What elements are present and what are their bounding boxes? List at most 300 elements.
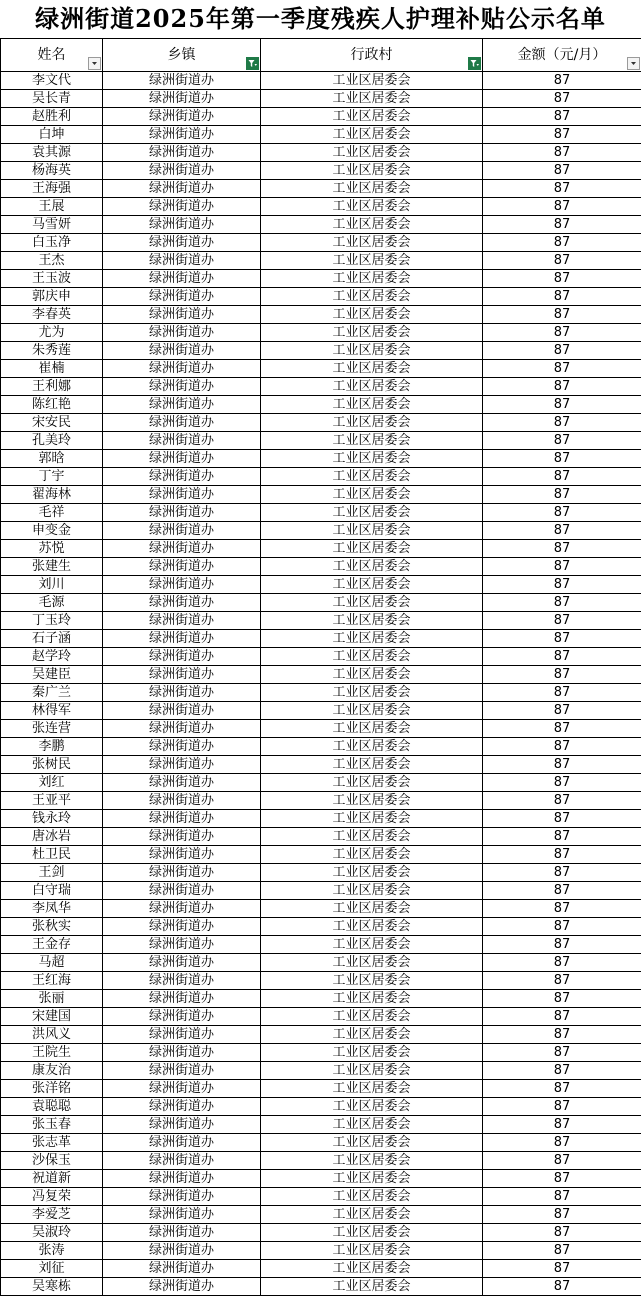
table-row — [1, 342, 641, 360]
amount-cell[interactable]: 87 — [483, 756, 641, 774]
table-row — [1, 666, 641, 684]
town-cell[interactable]: 绿洲街道办 — [103, 1224, 261, 1242]
name-cell[interactable]: 李鹏 — [1, 738, 103, 756]
name-cell[interactable]: 赵胜利 — [1, 108, 103, 126]
village-cell[interactable]: 工业区居委会 — [261, 684, 483, 702]
town-cell[interactable]: 绿洲街道办 — [103, 1134, 261, 1152]
village-cell[interactable]: 工业区居委会 — [261, 1044, 483, 1062]
name-cell[interactable]: 钱永玲 — [1, 810, 103, 828]
name-cell[interactable]: 刘征 — [1, 1260, 103, 1278]
town-cell[interactable]: 绿洲街道办 — [103, 414, 261, 432]
amount-cell[interactable]: 87 — [483, 990, 641, 1008]
village-cell[interactable]: 工业区居委会 — [261, 558, 483, 576]
village-cell[interactable]: 工业区居委会 — [261, 90, 483, 108]
town-cell[interactable]: 绿洲街道办 — [103, 1206, 261, 1224]
name-cell[interactable]: 张洋铭 — [1, 1080, 103, 1098]
name-cell[interactable]: 白守瑞 — [1, 882, 103, 900]
amount-cell[interactable]: 87 — [483, 1026, 641, 1044]
village-cell[interactable]: 工业区居委会 — [261, 396, 483, 414]
name-cell[interactable]: 毛源 — [1, 594, 103, 612]
name-cell[interactable]: 王剑 — [1, 864, 103, 882]
village-cell[interactable]: 工业区居委会 — [261, 612, 483, 630]
amount-cell[interactable]: 87 — [483, 738, 641, 756]
amount-cell[interactable]: 87 — [483, 918, 641, 936]
town-cell[interactable]: 绿洲街道办 — [103, 468, 261, 486]
amount-cell[interactable]: 87 — [483, 666, 641, 684]
town-cell[interactable]: 绿洲街道办 — [103, 216, 261, 234]
amount-cell[interactable]: 87 — [483, 882, 641, 900]
amount-cell[interactable]: 87 — [483, 810, 641, 828]
village-cell[interactable]: 工业区居委会 — [261, 522, 483, 540]
amount-cell[interactable]: 87 — [483, 1098, 641, 1116]
village-cell[interactable]: 工业区居委会 — [261, 792, 483, 810]
name-cell[interactable]: 王红海 — [1, 972, 103, 990]
amount-cell[interactable]: 87 — [483, 792, 641, 810]
name-cell[interactable]: 袁聪聪 — [1, 1098, 103, 1116]
town-cell[interactable]: 绿洲街道办 — [103, 648, 261, 666]
name-cell[interactable]: 王海强 — [1, 180, 103, 198]
village-cell[interactable]: 工业区居委会 — [261, 576, 483, 594]
table-row — [1, 900, 641, 918]
name-cell[interactable]: 张志革 — [1, 1134, 103, 1152]
table-body — [1, 72, 641, 1296]
amount-cell[interactable]: 87 — [483, 90, 641, 108]
village-cell[interactable]: 工业区居委会 — [261, 306, 483, 324]
village-cell[interactable]: 工业区居委会 — [261, 630, 483, 648]
amount-cell[interactable]: 87 — [483, 1224, 641, 1242]
town-cell[interactable]: 绿洲街道办 — [103, 630, 261, 648]
town-cell[interactable]: 绿洲街道办 — [103, 792, 261, 810]
town-cell[interactable]: 绿洲街道办 — [103, 180, 261, 198]
name-cell[interactable]: 石子涵 — [1, 630, 103, 648]
name-cell[interactable]: 宋建国 — [1, 1008, 103, 1026]
amount-cell[interactable]: 87 — [483, 1152, 641, 1170]
name-cell[interactable]: 刘川 — [1, 576, 103, 594]
town-cell[interactable]: 绿洲街道办 — [103, 1170, 261, 1188]
village-cell[interactable]: 工业区居委会 — [261, 810, 483, 828]
name-cell[interactable]: 沙保玉 — [1, 1152, 103, 1170]
filter-dropdown-button[interactable] — [627, 57, 640, 70]
name-cell[interactable]: 张丽 — [1, 990, 103, 1008]
village-cell[interactable]: 工业区居委会 — [261, 486, 483, 504]
town-cell[interactable]: 绿洲街道办 — [103, 810, 261, 828]
name-cell[interactable]: 吴淑玲 — [1, 1224, 103, 1242]
name-cell[interactable]: 吴长青 — [1, 90, 103, 108]
name-cell[interactable]: 白玉净 — [1, 234, 103, 252]
village-cell[interactable]: 工业区居委会 — [261, 864, 483, 882]
amount-cell[interactable]: 87 — [483, 576, 641, 594]
village-cell[interactable]: 工业区居委会 — [261, 648, 483, 666]
header-row — [1, 39, 641, 72]
village-cell[interactable]: 工业区居委会 — [261, 1278, 483, 1296]
amount-cell[interactable]: 87 — [483, 864, 641, 882]
name-cell[interactable]: 张玉春 — [1, 1116, 103, 1134]
table-row — [1, 1080, 641, 1098]
name-cell[interactable]: 张涛 — [1, 1242, 103, 1260]
name-cell[interactable]: 孔美玲 — [1, 432, 103, 450]
name-cell[interactable]: 马雪妍 — [1, 216, 103, 234]
town-cell[interactable]: 绿洲街道办 — [103, 72, 261, 90]
town-cell[interactable]: 绿洲街道办 — [103, 612, 261, 630]
town-cell[interactable]: 绿洲街道办 — [103, 828, 261, 846]
amount-cell[interactable]: 87 — [483, 936, 641, 954]
table-row — [1, 576, 641, 594]
town-cell[interactable]: 绿洲街道办 — [103, 432, 261, 450]
amount-cell[interactable]: 87 — [483, 504, 641, 522]
amount-cell[interactable]: 87 — [483, 774, 641, 792]
amount-cell[interactable]: 87 — [483, 108, 641, 126]
amount-cell[interactable]: 87 — [483, 288, 641, 306]
column-header-label: 金额（元/月） — [517, 47, 607, 63]
table-row — [1, 540, 641, 558]
village-cell[interactable]: 工业区居委会 — [261, 288, 483, 306]
name-cell[interactable]: 李春英 — [1, 306, 103, 324]
town-cell[interactable]: 绿洲街道办 — [103, 936, 261, 954]
town-cell[interactable]: 绿洲街道办 — [103, 576, 261, 594]
village-cell[interactable]: 工业区居委会 — [261, 432, 483, 450]
village-cell[interactable]: 工业区居委会 — [261, 252, 483, 270]
name-cell[interactable]: 李凤华 — [1, 900, 103, 918]
name-cell[interactable]: 王玉波 — [1, 270, 103, 288]
village-cell[interactable]: 工业区居委会 — [261, 666, 483, 684]
amount-cell[interactable]: 87 — [483, 198, 641, 216]
name-cell[interactable]: 王金存 — [1, 936, 103, 954]
amount-cell[interactable]: 87 — [483, 972, 641, 990]
amount-cell[interactable]: 87 — [483, 378, 641, 396]
town-cell[interactable]: 绿洲街道办 — [103, 1188, 261, 1206]
town-cell[interactable]: 绿洲街道办 — [103, 972, 261, 990]
name-cell[interactable]: 尤为 — [1, 324, 103, 342]
amount-cell[interactable]: 87 — [483, 522, 641, 540]
amount-cell[interactable]: 87 — [483, 846, 641, 864]
filter-active-button[interactable] — [246, 57, 259, 70]
village-cell[interactable]: 工业区居委会 — [261, 1062, 483, 1080]
name-cell[interactable]: 祝道新 — [1, 1170, 103, 1188]
amount-cell[interactable]: 87 — [483, 450, 641, 468]
amount-cell[interactable]: 87 — [483, 630, 641, 648]
name-cell[interactable]: 袁其源 — [1, 144, 103, 162]
village-cell[interactable]: 工业区居委会 — [261, 108, 483, 126]
amount-cell[interactable]: 87 — [483, 216, 641, 234]
table-row — [1, 702, 641, 720]
amount-cell[interactable]: 87 — [483, 1116, 641, 1134]
village-cell[interactable]: 工业区居委会 — [261, 1026, 483, 1044]
name-cell[interactable]: 白坤 — [1, 126, 103, 144]
table-row — [1, 1116, 641, 1134]
town-cell[interactable]: 绿洲街道办 — [103, 1098, 261, 1116]
town-cell[interactable]: 绿洲街道办 — [103, 1026, 261, 1044]
village-cell[interactable]: 工业区居委会 — [261, 126, 483, 144]
table-row — [1, 846, 641, 864]
name-cell[interactable]: 崔楠 — [1, 360, 103, 378]
amount-cell[interactable]: 87 — [483, 720, 641, 738]
amount-cell[interactable]: 87 — [483, 594, 641, 612]
town-cell[interactable]: 绿洲街道办 — [103, 234, 261, 252]
name-cell[interactable]: 张秋实 — [1, 918, 103, 936]
name-cell[interactable]: 朱秀莲 — [1, 342, 103, 360]
amount-cell[interactable]: 87 — [483, 144, 641, 162]
village-cell[interactable]: 工业区居委会 — [261, 756, 483, 774]
name-cell[interactable]: 申变金 — [1, 522, 103, 540]
town-cell[interactable]: 绿洲街道办 — [103, 126, 261, 144]
table-row — [1, 594, 641, 612]
village-cell[interactable]: 工业区居委会 — [261, 594, 483, 612]
name-cell[interactable]: 王杰 — [1, 252, 103, 270]
name-cell[interactable]: 郭庆申 — [1, 288, 103, 306]
amount-cell[interactable]: 87 — [483, 900, 641, 918]
town-cell[interactable]: 绿洲街道办 — [103, 1062, 261, 1080]
name-cell[interactable]: 宋安民 — [1, 414, 103, 432]
town-cell[interactable]: 绿洲街道办 — [103, 324, 261, 342]
village-cell[interactable]: 工业区居委会 — [261, 1008, 483, 1026]
village-cell[interactable]: 工业区居委会 — [261, 1116, 483, 1134]
amount-cell[interactable]: 87 — [483, 1260, 641, 1278]
village-cell[interactable]: 工业区居委会 — [261, 450, 483, 468]
name-cell[interactable]: 张树民 — [1, 756, 103, 774]
town-cell[interactable]: 绿洲街道办 — [103, 756, 261, 774]
village-cell[interactable]: 工业区居委会 — [261, 504, 483, 522]
village-cell[interactable]: 工业区居委会 — [261, 144, 483, 162]
village-cell[interactable]: 工业区居委会 — [261, 846, 483, 864]
town-cell[interactable]: 绿洲街道办 — [103, 108, 261, 126]
town-cell[interactable]: 绿洲街道办 — [103, 1260, 261, 1278]
town-cell[interactable]: 绿洲街道办 — [103, 144, 261, 162]
village-cell[interactable]: 工业区居委会 — [261, 162, 483, 180]
amount-cell[interactable]: 87 — [483, 684, 641, 702]
town-cell[interactable]: 绿洲街道办 — [103, 162, 261, 180]
filter-active-button[interactable] — [468, 57, 481, 70]
amount-cell[interactable]: 87 — [483, 468, 641, 486]
amount-cell[interactable]: 87 — [483, 396, 641, 414]
amount-cell[interactable]: 87 — [483, 1062, 641, 1080]
town-cell[interactable]: 绿洲街道办 — [103, 288, 261, 306]
name-cell[interactable]: 马超 — [1, 954, 103, 972]
village-cell[interactable]: 工业区居委会 — [261, 1224, 483, 1242]
amount-cell[interactable]: 87 — [483, 1134, 641, 1152]
amount-cell[interactable]: 87 — [483, 270, 641, 288]
name-cell[interactable]: 张建生 — [1, 558, 103, 576]
town-cell[interactable]: 绿洲街道办 — [103, 450, 261, 468]
village-cell[interactable]: 工业区居委会 — [261, 972, 483, 990]
village-cell[interactable]: 工业区居委会 — [261, 540, 483, 558]
name-cell[interactable]: 林得军 — [1, 702, 103, 720]
amount-cell[interactable]: 87 — [483, 72, 641, 90]
town-cell[interactable]: 绿洲街道办 — [103, 1008, 261, 1026]
town-cell[interactable]: 绿洲街道办 — [103, 1044, 261, 1062]
amount-cell[interactable]: 87 — [483, 234, 641, 252]
amount-cell[interactable]: 87 — [483, 414, 641, 432]
table-row — [1, 720, 641, 738]
name-cell[interactable]: 李文代 — [1, 72, 103, 90]
village-cell[interactable]: 工业区居委会 — [261, 198, 483, 216]
village-cell[interactable]: 工业区居委会 — [261, 1152, 483, 1170]
town-cell[interactable]: 绿洲街道办 — [103, 684, 261, 702]
amount-cell[interactable]: 87 — [483, 558, 641, 576]
town-cell[interactable]: 绿洲街道办 — [103, 378, 261, 396]
town-cell[interactable]: 绿洲街道办 — [103, 702, 261, 720]
name-cell[interactable]: 苏悦 — [1, 540, 103, 558]
amount-cell[interactable]: 87 — [483, 1044, 641, 1062]
village-cell[interactable]: 工业区居委会 — [261, 1170, 483, 1188]
town-cell[interactable]: 绿洲街道办 — [103, 774, 261, 792]
amount-cell[interactable]: 87 — [483, 1170, 641, 1188]
name-cell[interactable]: 吴建臣 — [1, 666, 103, 684]
table-row — [1, 756, 641, 774]
amount-cell[interactable]: 87 — [483, 612, 641, 630]
amount-cell[interactable]: 87 — [483, 828, 641, 846]
town-cell[interactable]: 绿洲街道办 — [103, 90, 261, 108]
amount-cell[interactable]: 87 — [483, 1242, 641, 1260]
town-cell[interactable]: 绿洲街道办 — [103, 1242, 261, 1260]
name-cell[interactable]: 张连营 — [1, 720, 103, 738]
town-cell[interactable]: 绿洲街道办 — [103, 594, 261, 612]
town-cell[interactable]: 绿洲街道办 — [103, 846, 261, 864]
amount-cell[interactable]: 87 — [483, 954, 641, 972]
village-cell[interactable]: 工业区居委会 — [261, 702, 483, 720]
town-cell[interactable]: 绿洲街道办 — [103, 720, 261, 738]
village-cell[interactable]: 工业区居委会 — [261, 216, 483, 234]
name-cell[interactable]: 刘红 — [1, 774, 103, 792]
table-row — [1, 252, 641, 270]
village-cell[interactable]: 工业区居委会 — [261, 900, 483, 918]
amount-cell[interactable]: 87 — [483, 162, 641, 180]
table-row — [1, 288, 641, 306]
amount-cell[interactable]: 87 — [483, 486, 641, 504]
village-cell[interactable]: 工业区居委会 — [261, 234, 483, 252]
village-cell[interactable]: 工业区居委会 — [261, 1242, 483, 1260]
amount-cell[interactable]: 87 — [483, 702, 641, 720]
village-cell[interactable]: 工业区居委会 — [261, 828, 483, 846]
amount-cell[interactable]: 87 — [483, 432, 641, 450]
table-row — [1, 630, 641, 648]
name-cell[interactable]: 陈红艳 — [1, 396, 103, 414]
amount-cell[interactable]: 87 — [483, 126, 641, 144]
village-cell[interactable]: 工业区居委会 — [261, 180, 483, 198]
town-cell[interactable]: 绿洲街道办 — [103, 558, 261, 576]
column-header-name — [1, 39, 103, 72]
village-cell[interactable]: 工业区居委会 — [261, 360, 483, 378]
name-cell[interactable]: 洪风义 — [1, 1026, 103, 1044]
name-cell[interactable]: 吴寒栋 — [1, 1278, 103, 1296]
town-cell[interactable]: 绿洲街道办 — [103, 540, 261, 558]
town-cell[interactable]: 绿洲街道办 — [103, 486, 261, 504]
village-cell[interactable]: 工业区居委会 — [261, 738, 483, 756]
amount-cell[interactable]: 87 — [483, 180, 641, 198]
name-cell[interactable]: 冯复荣 — [1, 1188, 103, 1206]
town-cell[interactable]: 绿洲街道办 — [103, 1080, 261, 1098]
village-cell[interactable]: 工业区居委会 — [261, 1260, 483, 1278]
village-cell[interactable]: 工业区居委会 — [261, 1206, 483, 1224]
name-cell[interactable]: 王亚平 — [1, 792, 103, 810]
village-cell[interactable]: 工业区居委会 — [261, 990, 483, 1008]
table-row — [1, 72, 641, 90]
amount-cell[interactable]: 87 — [483, 1278, 641, 1296]
table-row — [1, 486, 641, 504]
amount-cell[interactable]: 87 — [483, 324, 641, 342]
name-cell[interactable]: 李爱芝 — [1, 1206, 103, 1224]
town-cell[interactable]: 绿洲街道办 — [103, 252, 261, 270]
amount-cell[interactable]: 87 — [483, 1188, 641, 1206]
name-cell[interactable]: 毛祥 — [1, 504, 103, 522]
village-cell[interactable]: 工业区居委会 — [261, 342, 483, 360]
town-cell[interactable]: 绿洲街道办 — [103, 990, 261, 1008]
amount-cell[interactable]: 87 — [483, 360, 641, 378]
village-cell[interactable]: 工业区居委会 — [261, 882, 483, 900]
amount-cell[interactable]: 87 — [483, 648, 641, 666]
amount-cell[interactable]: 87 — [483, 1206, 641, 1224]
town-cell[interactable]: 绿洲街道办 — [103, 864, 261, 882]
town-cell[interactable]: 绿洲街道办 — [103, 954, 261, 972]
village-cell[interactable]: 工业区居委会 — [261, 1188, 483, 1206]
village-cell[interactable]: 工业区居委会 — [261, 324, 483, 342]
town-cell[interactable]: 绿洲街道办 — [103, 900, 261, 918]
village-cell[interactable]: 工业区居委会 — [261, 936, 483, 954]
town-cell[interactable]: 绿洲街道办 — [103, 918, 261, 936]
village-cell[interactable]: 工业区居委会 — [261, 720, 483, 738]
town-cell[interactable]: 绿洲街道办 — [103, 198, 261, 216]
village-cell[interactable]: 工业区居委会 — [261, 270, 483, 288]
town-cell[interactable]: 绿洲街道办 — [103, 342, 261, 360]
village-cell[interactable]: 工业区居委会 — [261, 414, 483, 432]
village-cell[interactable]: 工业区居委会 — [261, 1080, 483, 1098]
village-cell[interactable]: 工业区居委会 — [261, 72, 483, 90]
town-cell[interactable]: 绿洲街道办 — [103, 1116, 261, 1134]
name-cell[interactable]: 王院生 — [1, 1044, 103, 1062]
name-cell[interactable]: 杨海英 — [1, 162, 103, 180]
name-cell[interactable]: 丁玉玲 — [1, 612, 103, 630]
town-cell[interactable]: 绿洲街道办 — [103, 360, 261, 378]
town-cell[interactable]: 绿洲街道办 — [103, 666, 261, 684]
village-cell[interactable]: 工业区居委会 — [261, 468, 483, 486]
table-row — [1, 1188, 641, 1206]
amount-cell[interactable]: 87 — [483, 306, 641, 324]
town-cell[interactable]: 绿洲街道办 — [103, 306, 261, 324]
town-cell[interactable]: 绿洲街道办 — [103, 270, 261, 288]
name-cell[interactable]: 郭晗 — [1, 450, 103, 468]
name-cell[interactable]: 康友治 — [1, 1062, 103, 1080]
town-cell[interactable]: 绿洲街道办 — [103, 1278, 261, 1296]
town-cell[interactable]: 绿洲街道办 — [103, 738, 261, 756]
name-cell[interactable]: 翟海林 — [1, 486, 103, 504]
village-cell[interactable]: 工业区居委会 — [261, 954, 483, 972]
amount-cell[interactable]: 87 — [483, 540, 641, 558]
table-row — [1, 396, 641, 414]
village-cell[interactable]: 工业区居委会 — [261, 1098, 483, 1116]
town-cell[interactable]: 绿洲街道办 — [103, 882, 261, 900]
amount-cell[interactable]: 87 — [483, 252, 641, 270]
village-cell[interactable]: 工业区居委会 — [261, 774, 483, 792]
amount-cell[interactable]: 87 — [483, 1008, 641, 1026]
name-cell[interactable]: 王利娜 — [1, 378, 103, 396]
town-cell[interactable]: 绿洲街道办 — [103, 1152, 261, 1170]
amount-cell[interactable]: 87 — [483, 342, 641, 360]
name-cell[interactable]: 秦广兰 — [1, 684, 103, 702]
village-cell[interactable]: 工业区居委会 — [261, 918, 483, 936]
name-cell[interactable]: 丁宇 — [1, 468, 103, 486]
village-cell[interactable]: 工业区居委会 — [261, 378, 483, 396]
name-cell[interactable]: 唐冰岩 — [1, 828, 103, 846]
filter-dropdown-button[interactable] — [88, 57, 101, 70]
village-cell[interactable]: 工业区居委会 — [261, 1134, 483, 1152]
town-cell[interactable]: 绿洲街道办 — [103, 504, 261, 522]
name-cell[interactable]: 赵学玲 — [1, 648, 103, 666]
name-cell[interactable]: 王展 — [1, 198, 103, 216]
amount-cell[interactable]: 87 — [483, 1080, 641, 1098]
name-cell[interactable]: 杜卫民 — [1, 846, 103, 864]
town-cell[interactable]: 绿洲街道办 — [103, 396, 261, 414]
town-cell[interactable]: 绿洲街道办 — [103, 522, 261, 540]
table-row — [1, 1242, 641, 1260]
